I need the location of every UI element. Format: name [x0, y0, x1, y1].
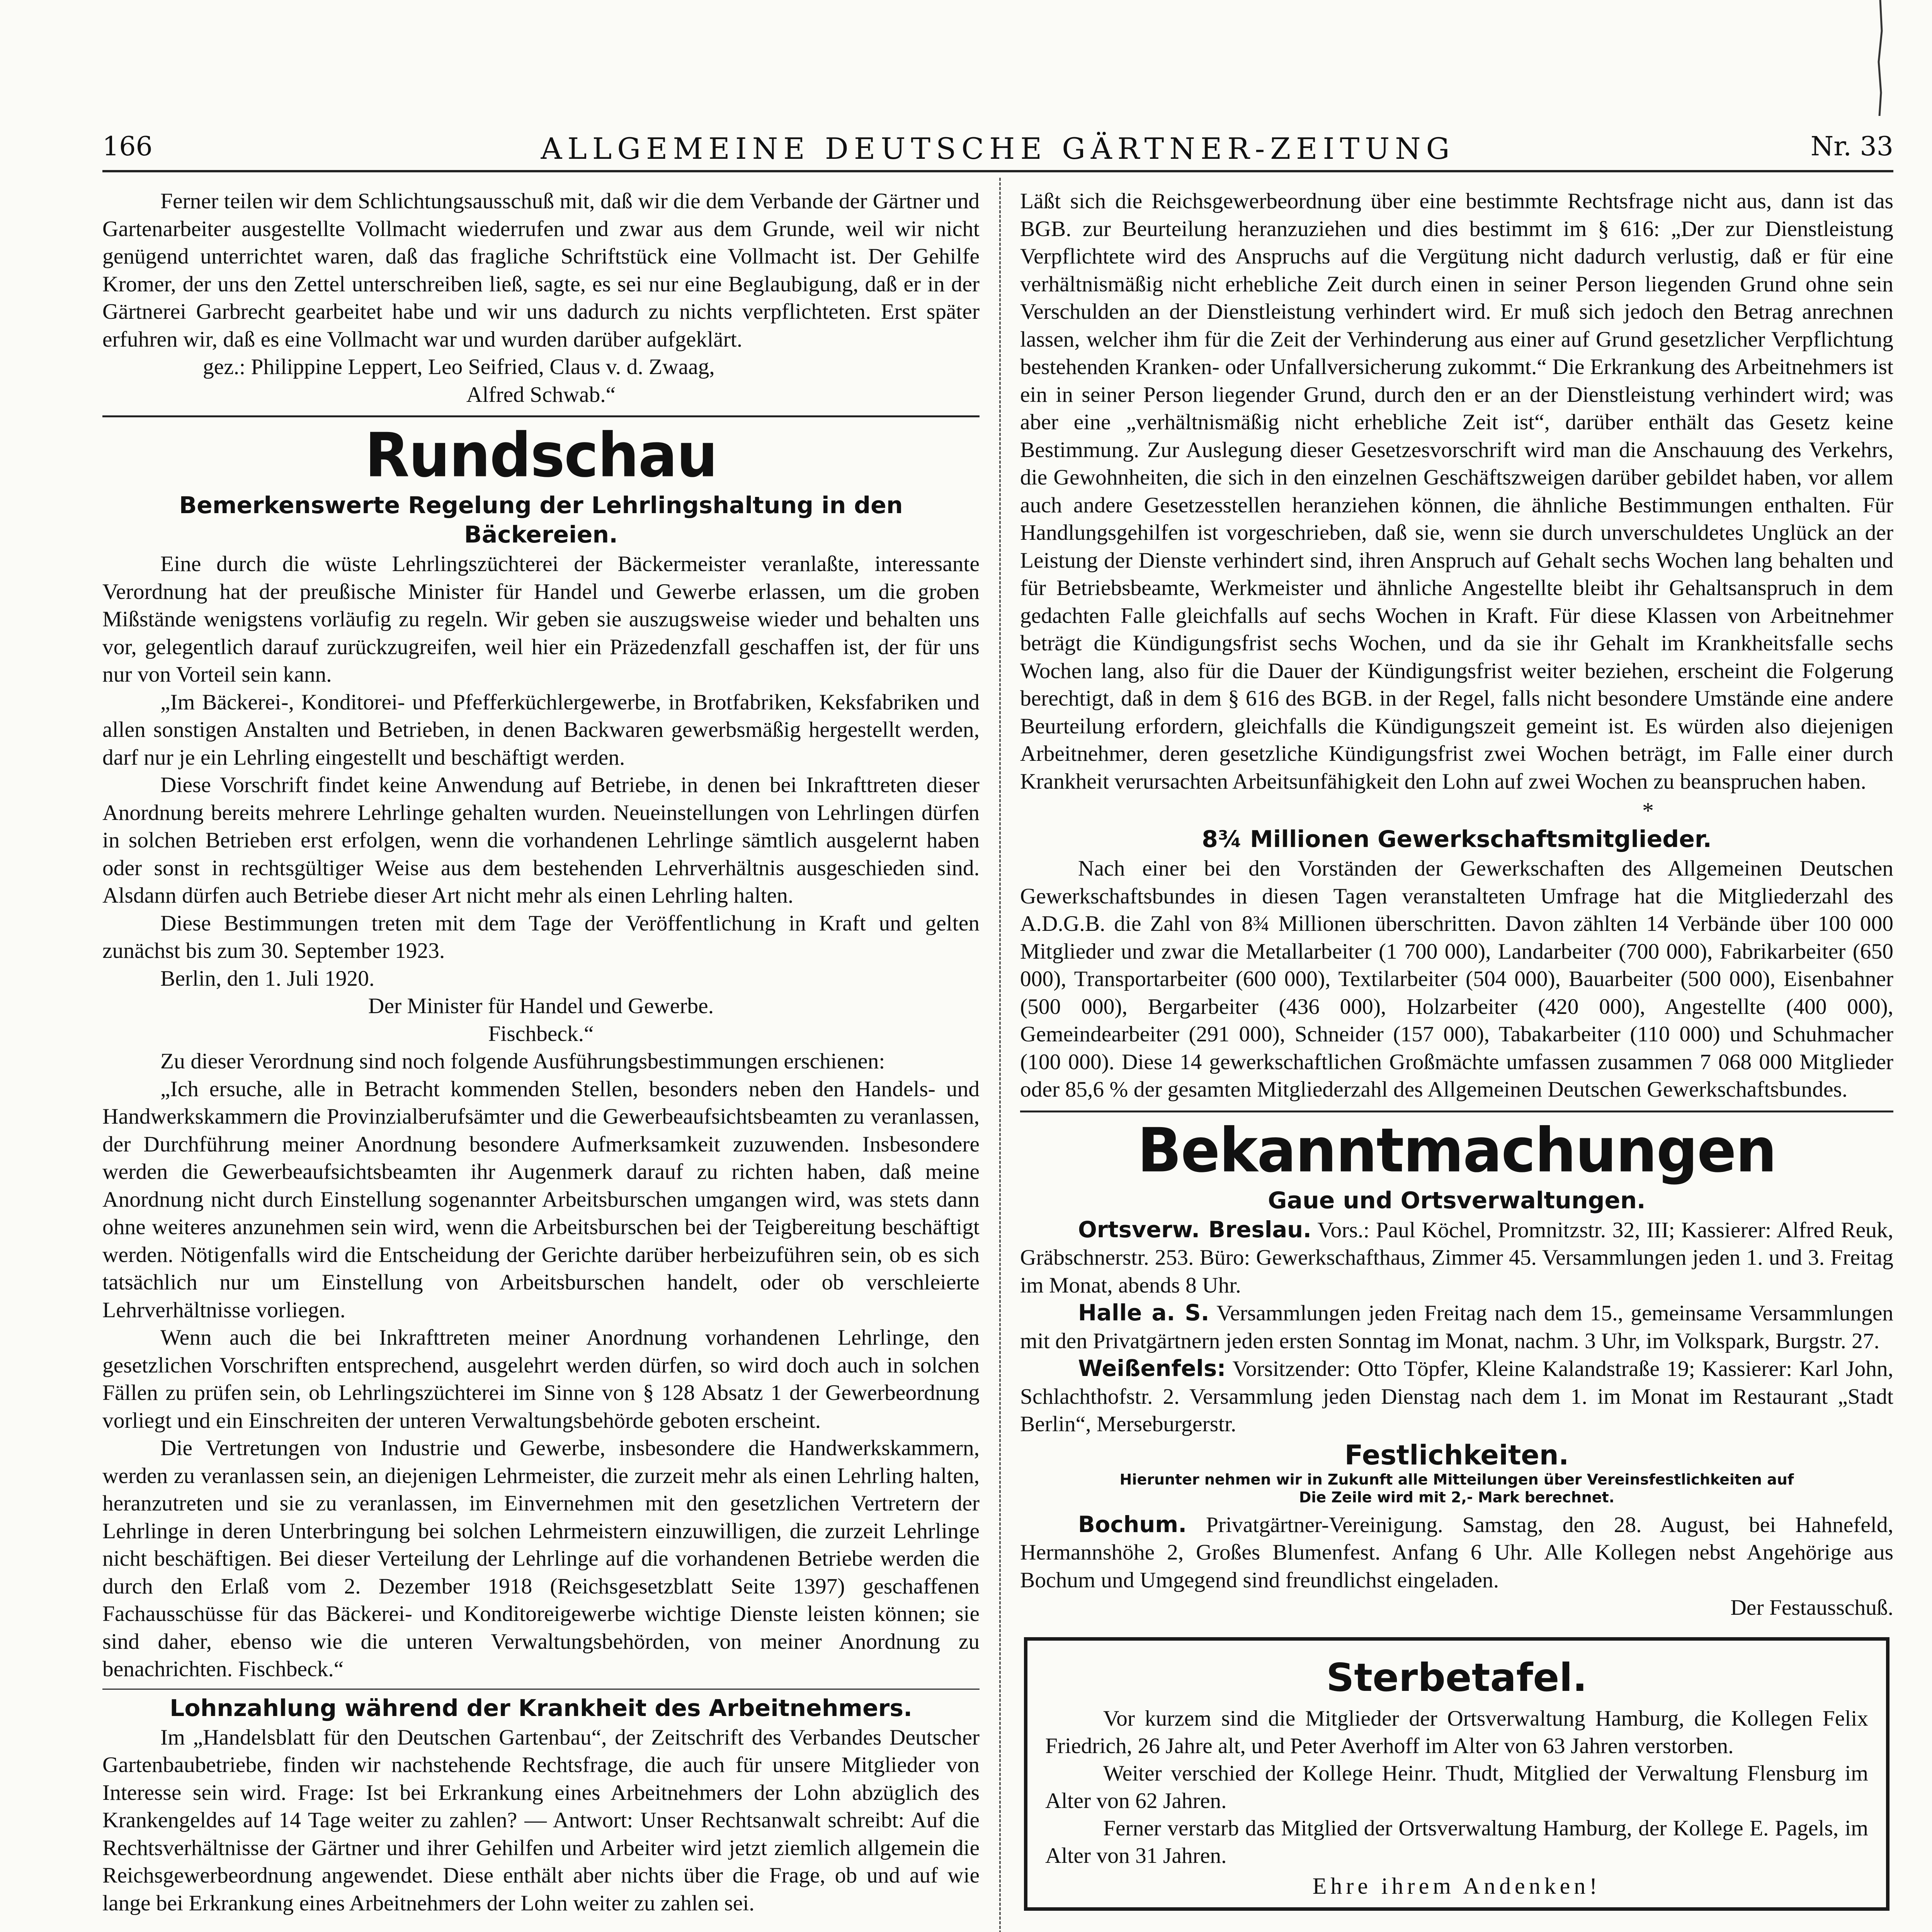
lohn-paragraph: Im „Handelsblatt für den Deutschen Gartenbau“, der Zeitschrift des Verbandes Deutscher Gartenbaubetriebe, finden wir nachstehende Rechtsfrage, die auch für unsere Mitglieder von Interesse sein wird. Frage: Ist bei Erkrankung eines Arbeitnehmers der Lohn abzüglich des Krankengeldes auf 14 Tage weiter zu zahlen? — Antwort: Unser Rechtsanwalt schreibt: Auf die Rechtsverhältnisse der Gärtner und ihrer Gehilfen und Arbeiter wird jetzt ziemlich allgemein die Reichsgewerbeordnung angewendet. Diese enthält aber nichts über die Frage, ob und auf wie lange bei Erkrankung eines Arbeitnehmers der Lohn weiter zu zahlen sei.	[102, 1725, 980, 1915]
sterbetafel-heading: Sterbetafel.	[1326, 1655, 1587, 1700]
festlichkeiten-heading: Festlichkeiten.	[1344, 1439, 1569, 1471]
baecker-date: Berlin, den 1. Juli 1920.	[160, 966, 375, 991]
left-column	[102, 187, 980, 1932]
baecker-paragraph: Zu dieser Verordnung sind noch folgende Ausführungsbestimmungen erschienen:	[160, 1049, 885, 1073]
bekanntmachungen-heading: Bekanntmachungen	[1137, 1115, 1776, 1186]
newspaper-title: ALLGEMEINE DEUTSCHE GÄRTNER-ZEITUNG	[541, 131, 1455, 166]
baecker-paragraph: „Im Bäckerei-, Konditorei- und Pfefferküchlergewerbe, in Brotfabriken, Keksfabriken und allen sonstigen Anstalten und Betrieben, in denen Backwaren gewerbsmäßig hergestellt werden, darf nur je ein Lehrling eingestellt und beschäftigt werden.	[102, 690, 980, 770]
notice-weissenfels	[1020, 1355, 1893, 1438]
notice-halle	[1020, 1299, 1893, 1355]
festlichkeiten-note-line: Hierunter nehmen wir in Zukunft alle Mitteilungen über Vereinsfestlichkeiten auf	[1119, 1471, 1794, 1488]
baecker-paragraph: Die Vertretungen von Industrie und Gewerbe, insbesondere die Handwerkskammern, werden zu veranlassen sein, an diejenigen Lehrmeister, die zurzeit mehr als einen Lehrling halten, heranzutreten und sie zu veranlassen, im Einvernehmen mit den gesetzlichen Vertretern der Lehrlinge in deren Unterbringung bei solchen Lehrmeistern einzuwilligen, die zurzeit Lehrlinge nicht beschäftigen. Bei dieser Verteilung der Lehrlinge auf die vorhandenen Betriebe werden die durch den Erlaß vom 2. Dezember 1918 (Reichsgesetzblatt Seite 1397) geschaffenen Fachausschüsse für das Bäckerei- und Konditoreigewerbe wichtige Dienste leisten können; sie sind daher, ebenso wie die unteren Verwaltungsbehörden, von meiner Anordnung zu benachrichten. Fischbeck.“	[102, 1436, 980, 1681]
page-header	[102, 128, 1893, 174]
notice-label: Halle a. S.	[1078, 1300, 1209, 1326]
rundschau-heading: Rundschau	[365, 420, 717, 491]
baecker-article-heading: Bemerkenswerte Regelung der Lehrlingshaltung in den Bäckereien.	[179, 492, 903, 548]
festlichkeiten-note	[1020, 1471, 1893, 1506]
sterbetafel-paragraph: Vor kurzem sind die Mitglieder der Ortsverwaltung Hamburg, die Kollegen Felix Friedrich, 26 Jahre alt, und Peter Averhoff im Alter von 63 Jahren verstorben.	[1045, 1706, 1868, 1758]
notice-text: Vors.: Paul Köchel, Promnitzstr. 32, III; Kassierer: Alfred Reuk, Gräbschnerstr. 253. Büro: Gewerkschafthaus, Zimmer 45. Versammlungen jeden 1. und 3. Freitag im Monat, abends 8 Uhr.	[1020, 1218, 1893, 1298]
lohn-article-heading: Lohnzahlung während der Krankheit des Arbeitnehmers.	[170, 1694, 912, 1722]
baecker-signature: Fischbeck.“	[488, 1021, 594, 1046]
section-rule	[102, 1689, 980, 1690]
right-column	[1020, 187, 1893, 1932]
sterbetafel-paragraph: Ferner verstarb das Mitglied der Ortsverwaltung Hamburg, der Kollege E. Pagels, im Alter von 31 Jahren.	[1045, 1816, 1868, 1868]
baecker-paragraph: „Ich ersuche, alle in Betracht kommenden Stellen, besonders neben den Handels- und Handwerkskammern die Provinzialberufsämter und die Gewerbeaufsichtsbeamten zu veranlassen, der Durchführung meiner Anordnung besondere Aufmerksamkeit zuzuwenden. Insbesondere werden die Gewerbeaufsichtsbeamten ihr Augenmerk darauf zu richten haben, daß meine Anordnung nicht durch Einstellung sogenannter Arbeitsburschen umgangen wird, was stets dann ohne weiteres anzunehmen sein wird, wenn die Arbeitsburschen bei der Teigbereitung beschäftigt werden. Nötigenfalls wird die Entscheidung der Gerichte darüber herbeizuführen sein, ob es sich tatsächlich nur um Einstellung von Arbeitsburschen handelt, oder ob verschleierte Lehrverhältnisse vorliegen.	[102, 1077, 980, 1322]
asterisk-ornament: *	[1642, 798, 1654, 823]
sterbetafel-paragraph: Weiter verschied der Kollege Heinr. Thudt, Mitglied der Verwaltung Flensburg im Alter von 62 Jahren.	[1045, 1761, 1868, 1813]
festlichkeiten-note-line: Die Zeile wird mit 2,- Mark berechnet.	[1299, 1488, 1615, 1506]
sterbetafel-closing: Ehre ihrem Andenken!	[1312, 1873, 1601, 1899]
notice-text: Versammlungen jeden Freitag nach dem 15., gemeinsame Versammlungen mit den Privatgärtnern jeden ersten Sonntag im Monat, nachm. 3 Uhr, im Volkspark, Burgstr. 27.	[1020, 1301, 1893, 1353]
baecker-paragraph: Diese Vorschrift findet keine Anwendung auf Betriebe, in denen bei Inkrafttreten dieser Anordnung bereits mehrere Lehrlinge gehalten wurden. Neueinstellungen von Lehrlingen dürfen in solchen Betrieben erst erfolgen, wenn die vorhandenen Lehrlinge sämtlich ausgelernt haben oder sonst in rechtsgültiger Weise aus dem bestehenden Lehrverhältnis ausgeschieden sind. Alsdann dürfen auch Betriebe dieser Art nicht mehr als einen Lehrling halten.	[102, 773, 980, 908]
gewerkschaft-paragraph: Nach einer bei den Vorständen der Gewerkschaften des Allgemeinen Deutschen Gewerkschaftsbundes in diesen Tagen veranstalteten Umfrage hat die Mitgliederzahl des A.D.G.B. die Zahl von 8¾ Millionen überschritten. Davon zählten 14 Verbände über 100 000 Mitglieder und zwar die Metallarbeiter (1 700 000), Landarbeiter (700 000), Fabrikarbeiter (650 000), Transportarbeiter (600 000), Textilarbeiter (504 000), Bauarbeiter (500 000), Eisenbahner (500 000), Bergarbeiter (436 000), Holzarbeiter (420 000), Angestellte (400 000), Gemeindearbeiter (291 000), Schneider (157 000), Tabakarbeiter (110 000) und Schuhmacher (100 000). Diese 14 gewerkschaftlichen Großmächte umfassen zusammen 7 068 000 Mitglieder oder 85,6 % der gesamten Mitgliederzahl des Allgemeinen Deutschen Gewerkschaftsbundes.	[1020, 856, 1893, 1102]
lohn-continuation: Läßt sich die Reichsgewerbeordnung über eine bestimmte Rechtsfrage nicht aus, dann ist das BGB. zur Beurteilung heranzuziehen und dies bestimmt im § 616: „Der zur Dienstleistung Verpflichtete wird des Anspruchs auf die Vergütung nicht dadurch verlustig, daß er für eine verhältnismäßig nicht erhebliche Zeit durch einen in seiner Person liegenden Grund ohne sein Verschulden an der Dienstleistung verhindert wird. Er muß sich jedoch den Betrag anrechnen lassen, welcher ihm für die Zeit der Verhinderung aus einer auf Grund gesetzlicher Verpflichtung bestehenden Kranken- oder Unfallversicherung zukommt.“ Die Erkrankung des Arbeitnehmers ist ein in seiner Person liegender Grund, durch den er an der Dienstleistung verhindert wird; was aber eine „verhältnismäßig nicht erhebliche Zeit ist“, darüber enthält das Gesetz keine Bestimmung. Zur Auslegung dieser Gesetzesvorschrift wird man die Anschauung des Verkehrs, die Gewohnheiten, die sich in den einzelnen Geschäftszweigen darüber gebildet haben, vor allem auch andere Gesetzesstellen heranziehen können, die ähnliche Bestimmungen enthalten. Für Handlungsgehilfen ist vorgeschrieben, daß sie, wenn sie durch unverschuldetes Unglück an der Leistung der Dienste verhindert sind, ihren Anspruch auf Gehalt sechs Wochen lang behalten und für Betriebsbeamte, Werkmeister und ähnliche Angestellte bleibt ihr Gehaltsanspruch in dem gedachten Falle gleichfalls auf sechs Wochen in Kraft. Für diese Klassen von Arbeitnehmer beträgt die Kündigungsfrist sechs Wochen, und da sie ihr Gehalt im Krankheitsfalle sechs Wochen lang, also für die Dauer der Kündigungsfrist weiter beziehen, erscheint die Folgerung berechtigt, daß in dem § 616 des BGB. in der Regel, falls nicht besondere Umstände eine andere Beurteilung erfordern, gleichfalls die Kündigungszeit gemeint ist. Es würden also diejenigen Arbeitnehmer, deren gesetzliche Kündigungsfrist zwei Wochen beträgt, im Falle einer durch Krankheit verursachten Arbeitsunfähigkeit den Lohn auf zwei Wochen zu beanspruchen haben.	[1020, 189, 1893, 794]
page-number: 166	[102, 131, 153, 162]
gewerkschaft-heading: 8¾ Millionen Gewerkschaftsmitglieder.	[1202, 826, 1712, 853]
baecker-minister: Der Minister für Handel und Gewerbe.	[368, 994, 714, 1018]
baecker-paragraph: Diese Bestimmungen treten mit dem Tage der Veröffentlichung in Kraft und gelten zunächst bis zum 30. September 1923.	[102, 911, 980, 963]
notice-text: Vorsitzender: Otto Töpfer, Kleine Kalandstraße 19; Kassierer: Karl John, Schlachthofstr. 2. Versammlung jeden Dienstag nach dem 1. im Monat im Restaurant „Stadt Berlin“, Merseburgerstr.	[1020, 1357, 1893, 1436]
bochum-signature: Der Festausschuß.	[1730, 1595, 1893, 1620]
issue-number: Nr. 33	[1810, 131, 1893, 162]
header-rule	[102, 170, 1893, 172]
notice-text: Privatgärtner-Vereinigung. Samstag, den 28. August, bei Hahnefeld, Hermannshöhe 2, Großes Blumenfest. Anfang 6 Uhr. Alle Kollegen nebst Angehörige aus Bochum und Umgegend sind freundlichst eingeladen.	[1020, 1512, 1893, 1592]
column-divider	[999, 178, 1001, 1932]
baecker-paragraph: Wenn auch die bei Inkrafttreten meiner Anordnung vorhandenen Lehrlinge, den gesetzlichen Vorschriften entsprechend, ausgelehrt werden dürfen, so wird doch auch in solchen Fällen zu prüfen sein, ob Lehrlingszüchterei im Sinne von § 128 Absatz 1 der Gewerbeordnung vorliegt und ein Einschreiten der unteren Verwaltungsbehörde geboten erscheint.	[102, 1325, 980, 1433]
section-rule	[102, 415, 980, 417]
section-rule	[1020, 1111, 1893, 1112]
notice-bochum	[1020, 1511, 1893, 1594]
notice-label: Ortsverw. Breslau.	[1078, 1216, 1311, 1243]
margin-pencil-mark	[1872, 0, 1888, 116]
notice-breslau	[1020, 1216, 1893, 1299]
sterbetafel-box	[1024, 1637, 1889, 1911]
baecker-paragraph: Eine durch die wüste Lehrlingszüchterei der Bäckermeister veranlaßte, interessante Verordnung hat der preußische Minister für Handel und Gewerbe erlassen, um die groben Mißstände wenigstens vorläufig zu regeln. Wir geben sie auszugsweise wieder und behalten uns vor, gelegentlich darauf zurückzugreifen, weil hier ein Präzedenzfall geschaffen ist, der für uns nur von Vorteil sein kann.	[102, 552, 980, 687]
intro-signatories: gez.: Philippine Leppert, Leo Seifried, Claus v. d. Zwaag,	[203, 355, 715, 379]
notice-label: Bochum.	[1078, 1511, 1187, 1537]
gaue-heading: Gaue und Ortsverwaltungen.	[1268, 1187, 1646, 1214]
notice-label: Weißenfels:	[1078, 1355, 1226, 1381]
intro-signatory-last: Alfred Schwab.“	[466, 382, 616, 407]
intro-paragraph: Ferner teilen wir dem Schlichtungsausschuß mit, daß wir die dem Verbande der Gärtner und Gartenarbeiter ausgestellte Vollmacht wiederrufen und zwar aus dem Grunde, weil wir nicht genügend unterrichtet waren, daß das fragliche Schriftstück eine Vollmacht ist. Der Gehilfe Kromer, der uns den Zettel unterschreiben ließ, sagte, es sei nur eine Beglaubigung, daß er in der Gärtnerei Garbrecht gearbeitet habe und wir uns dadurch zu nichts verpflichteten. Erst später erfuhren wir, daß es eine Vollmacht war und wurden darüber aufgeklärt.	[102, 189, 980, 352]
